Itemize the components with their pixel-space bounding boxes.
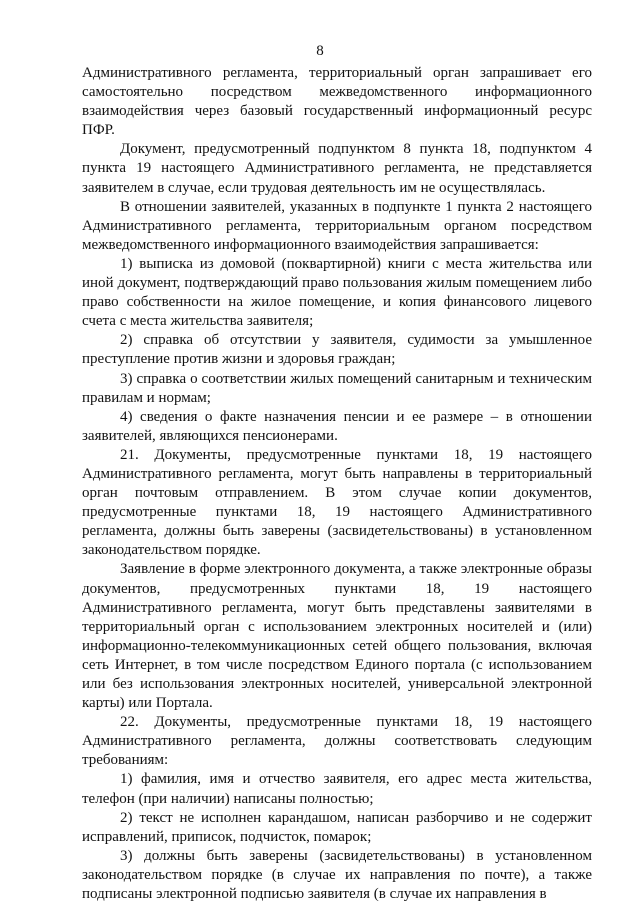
clause-22: 22. Документы, предусмотренные пунктами 18, 19 настоящего Административного регламента, должны соответствовать следующим требованиям:	[82, 714, 592, 769]
clause-21: 21. Документы, предусмотренные пунктами 18, 19 настоящего Административного регламента, могут быть направлены в территориальный орган почтовым отправлением. В этом случае копии документов, предусмотренные пунктами 18, 19 настоящего Административного регламента, должны быть заверены (засвидетельствованы) в установленном законодательством порядке.	[82, 446, 592, 559]
list-item-3: 3) справка о соответствии жилых помещений санитарным и техническим правилам и нормам;	[82, 370, 592, 406]
paragraph-continuation: Административного регламента, территориальный орган запрашивает его самостоятельно посредством межведомственного информационного взаимодействия через базовый государственный информационный ресурс ПФР.	[82, 65, 592, 139]
paragraph-electronic-application: Заявление в форме электронного документа, а также электронные образы документов, предусмотренных пунктами 18, 19 настоящего Административного регламента, могут быть представлены заявителями в территориальный орган с использованием электронных носителей и (или) информационно-телекоммуникационных сетей общего пользования, включая сеть Интернет, в том числе посредством Единого портала (с использованием или без использования электронных носителей, универсальной электронной карты) или Портала.	[82, 561, 592, 712]
list-item-2: 2) справка об отсутствии у заявителя, судимости за умышленное преступление против жизни и здоровья граждан;	[82, 332, 592, 368]
requirement-1: 1) фамилия, имя и отчество заявителя, его адрес места жительства, телефон (при наличии) написаны полностью;	[82, 771, 592, 807]
document-body	[82, 64, 592, 904]
list-item-1: 1) выписка из домовой (поквартирной) книги с места жительства или иной документ, подтверждающий право пользования жилым помещением либо право собственности на жилое помещение, и копия финансового лицевого счета с места жительства заявителя;	[82, 255, 592, 330]
paragraph-interagency-request: В отношении заявителей, указанных в подпункте 1 пункта 2 настоящего Административного регламента, территориальным органом посредством межведомственного информационного взаимодействия запрашивается:	[82, 198, 592, 253]
list-item-4: 4) сведения о факте назначения пенсии и ее размере – в отношении заявителей, являющихся пенсионерами.	[82, 408, 592, 444]
paragraph-document-exemption: Документ, предусмотренный подпунктом 8 пункта 18, подпунктом 4 пункта 19 настоящего Административного регламента, не представляется заявителем в случае, если трудовая деятельность им не осуществлялась.	[82, 141, 592, 196]
requirement-3: 3) должны быть заверены (засвидетельствованы) в установленном законодательством порядке (в случае их направления по почте), а также подписаны электронной подписью заявителя (в случае их направления в	[82, 847, 592, 903]
page-number: 8	[316, 43, 324, 59]
requirement-2: 2) текст не исполнен карандашом, написан разборчиво и не содержит исправлений, приписок, подчисток, помарок;	[82, 809, 592, 845]
